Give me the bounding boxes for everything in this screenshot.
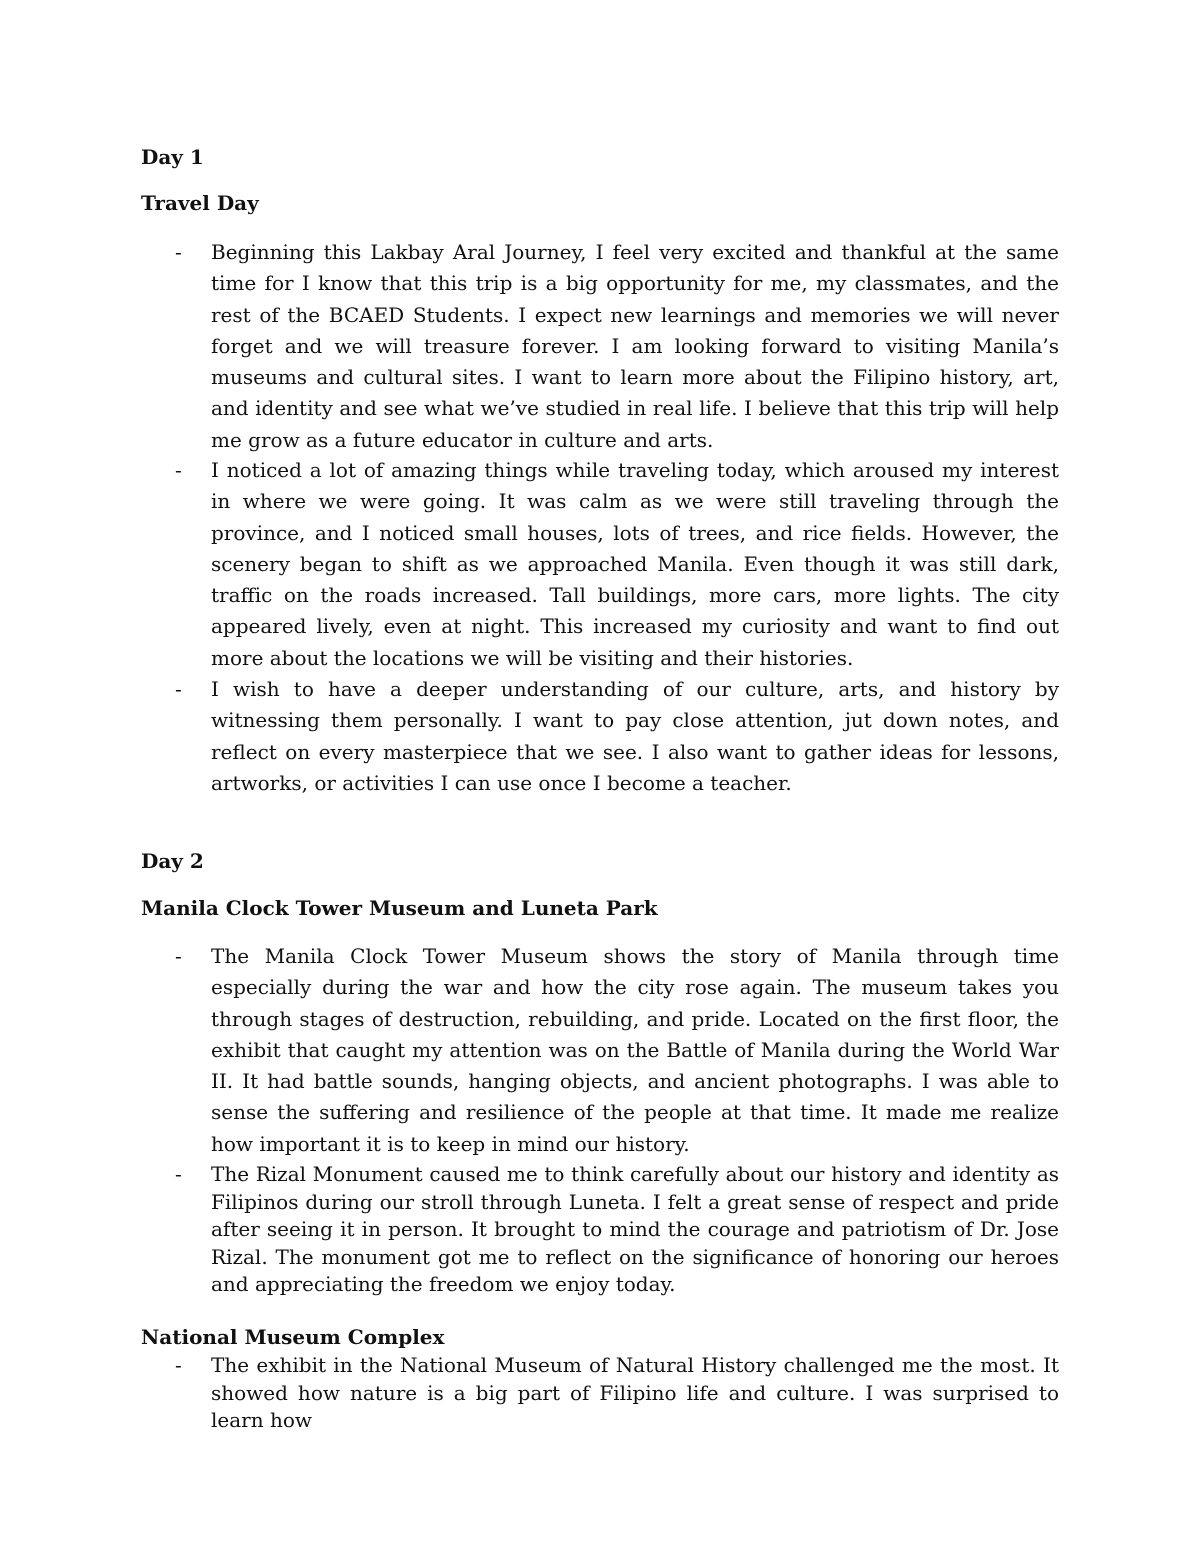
- bullet-dash: -: [175, 240, 182, 264]
- paragraph: The exhibit in the National Museum of Natural History challenged me the most. It showed how nature is a big part of Filipino life and culture. I was surprised to learn how: [211, 1353, 1059, 1432]
- paragraph: The Rizal Monument caused me to think carefully about our history and identity as Filipinos during our stroll through Luneta. I felt a great sense of respect and pride after seeing it in person. It brought to mind the courage and patriotism of Dr. Jose Rizal. The monument got me to reflect on the significance of honoring our heroes and appreciating the freedom we enjoy today.: [211, 1162, 1059, 1296]
- bullet-dash: -: [175, 1162, 182, 1186]
- paragraph: The Manila Clock Tower Museum shows the story of Manila through time especially during the war and how the city rose again. The museum takes you through stages of destruction, rebuilding, and pride. Located on the first floor, the exhibit that caught my attention was on the Battle of Manila during the World War II. It had battle sounds, hanging objects, and ancient photographs. I was able to sense the suffering and resilience of the people at that time. It made me realize how important it is to keep in mind our history.: [211, 944, 1059, 1156]
- national-museum-heading: National Museum Complex: [141, 1325, 445, 1349]
- travel-day-heading: Travel Day: [141, 191, 259, 215]
- list-item: [141, 1352, 1059, 1435]
- list-item: [141, 941, 1059, 1160]
- clock-tower-heading: Manila Clock Tower Museum and Luneta Park: [141, 896, 658, 920]
- list-item: [141, 1161, 1059, 1299]
- paragraph: I wish to have a deeper understanding of our culture, arts, and history by witnessing them personally. I want to pay close attention, jut down notes, and reflect on every masterpiece that we see. I also want to gather ideas for lessons, artworks, or activities I can use once I become a teacher.: [211, 677, 1059, 795]
- day-1-heading: Day 1: [141, 145, 204, 169]
- bullet-dash: -: [175, 458, 182, 482]
- paragraph: I noticed a lot of amazing things while traveling today, which aroused my interest in where we were going. It was calm as we were still traveling through the province, and I noticed small houses, lots of trees, and rice fields. However, the scenery began to shift as we approached Manila. Even though it was still dark, traffic on the roads increased. Tall buildings, more cars, more lights. The city appeared lively, even at night. This increased my curiosity and want to find out more about the locations we will be visiting and their histories.: [211, 458, 1059, 670]
- bullet-dash: -: [175, 1353, 182, 1377]
- list-item: [141, 674, 1059, 799]
- day-2-heading: Day 2: [141, 849, 204, 873]
- bullet-dash: -: [175, 944, 182, 968]
- paragraph: Beginning this Lakbay Aral Journey, I feel very excited and thankful at the same time for I know that this trip is a big opportunity for me, my classmates, and the rest of the BCAED Students. I expect new learnings and memories we will never forget and we will treasure forever. I am looking forward to visiting Manila’s museums and cultural sites. I want to learn more about the Filipino history, art, and identity and see what we’ve studied in real life. I believe that this trip will help me grow as a future educator in culture and arts.: [211, 240, 1059, 452]
- list-item: [141, 455, 1059, 674]
- list-item: [141, 237, 1059, 456]
- bullet-dash: -: [175, 677, 182, 701]
